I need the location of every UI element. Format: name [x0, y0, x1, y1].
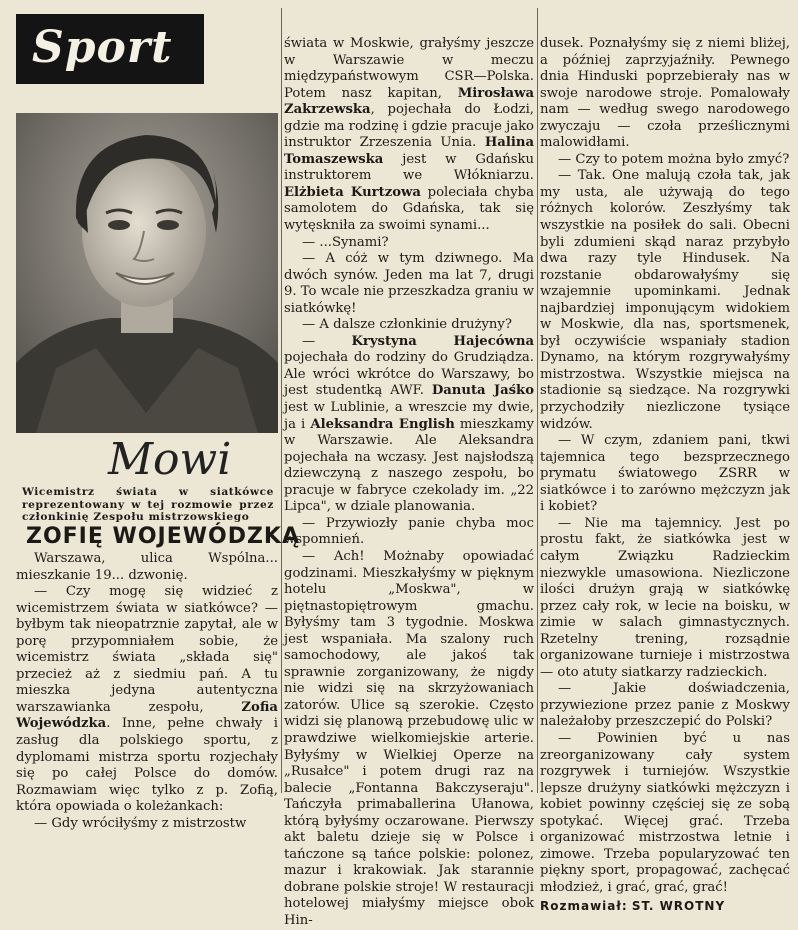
- logo-text: Sport: [32, 22, 173, 73]
- mowi-heading: Mowi: [108, 434, 232, 485]
- column-2-body: [284, 36, 534, 930]
- paragraph: — Czy to potem można było zmyć?: [558, 151, 790, 167]
- paragraph: dusek. Poznałyśmy się z niemi bliżej, a później zaprzyjaźniły. Pewnego dnia Hinduski poprzebierały nas w swoje narodowe stroje. Pomalowały nam — według swego narodowego zwyczaju — czoła prześlicznymi malowidłami.: [540, 36, 790, 151]
- lede-text: Wicemistrz świata w siatkówce reprezentowany w tej rozmowie przez członkinię Zespołu mistrzowskiego: [22, 486, 274, 523]
- paragraph: — W czym, zdaniem pani, tkwi tajemnica tego bezsprzecznego prymatu światowego ZSRR w siatkówce i to zarówno mężczyzn jak i kobiet?: [540, 433, 790, 515]
- name-highlight: Aleksandra English: [310, 416, 455, 432]
- paragraph: — Powinien być u nas zreorganizowany cały system rozgrywek i turniejów. Wszystkie lepsze drużyny siatkówki mężczyzn i kobiet powinny częściej się ze sobą spotykać. Więcej grać. Trzeba organizować mistrzostwa letnie i zimowe. Trzeba popularyzować ten piękny sport, propagować, zachęcać młodzież, i grać, grać, grać!: [540, 730, 790, 895]
- name-highlight: Zofia Wojewódzka: [16, 699, 278, 732]
- paragraph: — A cóż w tym dziwnego. Ma dwóch synów. Jeden ma lat 7, drugi 9. To wcale nie przeszkadza graniu w siatkówkę!: [284, 251, 534, 316]
- byline-label: Rozmawiał:: [540, 899, 628, 914]
- paragraph: — Krystyna Hajecówna pojechała do rodziny do Grudziądza. Ale wróci wkrótce do Warszawy, bo jest studentką AWF. Danuta Jaśko jest w Lublinie, a wreszcie my dwie, ja i Aleksandra English mieszkamy w Warszawie. Ale Aleksandra pojechała na wczasy. Jest najsłodszą dziewczyną z naszego zespołu, bo pracuje w fabryce czekolady im. „22 Lipca", w dziale planowania.: [284, 333, 534, 515]
- paragraph: — Ach! Możnaby opowiadać godzinami. Mieszkałyśmy w pięknym hotelu „Moskwa", w piętnastopiętrowym gmachu. Byłyśmy tam 3 tygodnie. Moskwa jest wspaniała. Ma szalony ruch samochodowy, ale jakoś tak sprawnie zorganizowany, że nigdy nie widzi się na skrzyżowaniach zatorów. Ulice są szerokie. Często widzi się planową przebudowę ulic w prawdziwe wielkomiejskie arterie. Byłyśmy w Wielkiej Operze na „Rusałce" i potem drugi raz na balecie „Fontanna Bakczyseraju". Tańczyła primaballerina Ułanowa, którą byłyśmy oczarowane. Pierwszy akt baletu dzieje się w Polsce i tańczone są tańce polskie: polonez, mazur i krakowiak. Jak starannie dobrane polskie stroje! W restauracji hotelowej miałyśmy miejsce obok Hin-: [284, 548, 534, 928]
- name-highlight: Krystyna Hajecówna: [351, 333, 534, 349]
- paragraph: — Jakie doświadczenia, przywiezione przez panie z Moskwy należałoby przeszczepić do Polski?: [540, 681, 790, 730]
- article-headline: ZOFIĘ WOJEWÓDZKĄ: [26, 524, 300, 549]
- name-highlight: Halina Tomaszewska: [284, 135, 534, 167]
- column-1-body: [16, 551, 278, 832]
- portrait-photo: [16, 113, 278, 433]
- paragraph: — A dalsze członkinie drużyny?: [302, 317, 512, 333]
- column-rule: [537, 8, 538, 793]
- paragraph: świata w Moskwie, grałyśmy jeszcze w Warszawie w meczu międzypaństwowym CSR—Polska. Potem nasz kapitan, Mirosława Zakrzewska, pojechała do Łodzi, gdzie ma rodzinę i gdzie pracuje jako instruktor Zrzeszenia Unia. Halina Tomaszewska jest w Gdańsku instruktorem we Włókniarzu. Elżbieta Kurtzowa poleciała chyba samolotem do Gdańska, tak się wytęskniła za swoimi synami...: [284, 36, 534, 234]
- paragraph: — Tak. One malują czoła tak, jak my usta, ale używają do tego różnych kolorów. Zeszłyśmy tak wszystkie na posiłek do sali. Obecni byli zdumieni skąd naraz przybyło dwa razy tyle Hindusek. Na rozstanie obdarowałyśmy się wzajemnie upominkami. Jednak najbardziej imponującym widokiem w Moskwie, dla nas, sportsmenek, był oczywiście wspaniały stadion Dynamo, na którym rozgrywałyśmy mistrzostwa. Wszystkie miejsca na stadionie są siedzące. Na rozgrywki przychodziły niezliczone tysiące widzów.: [540, 168, 790, 432]
- paragraph: — ...Synami?: [302, 234, 389, 250]
- sport-logo: [16, 14, 204, 84]
- name-highlight: Mirosława Zakrzewska: [284, 85, 534, 118]
- paragraph: — Czy mogę się widzieć z wicemistrzem świata w siatkówce? — byłbym tak nieopatrznie zapytał, ale w porę przypomniałem sobie, że wicemistrz świata „składa się" przecież aż z siedmiu pań. A tu mieszka jedyna autentyczna warszawianka zespołu, Zofia Wojewódzka. Inne, pełne chwały i zasług dla polskiego sportu, z dyplomami mistrza sportu rozjechały się po całej Polsce do domów. Rozmawiam więc tylko z p. Zofią, która opowiada o koleżankach:: [16, 584, 278, 815]
- portrait-illustration: [16, 113, 278, 433]
- column-3-body: [540, 36, 790, 916]
- column-rule: [281, 8, 282, 793]
- byline-name: ST. WROTNY: [631, 899, 726, 914]
- paragraph: — Nie ma tajemnicy. Jest po prostu fakt, że siatkówka jest w całym Związku Radzieckim niezwykle umasowiona. Niezliczone ilości drużyn grają w siatkówkę przez cały rok, w lecie na boisku, w zimie w salach gimnastycznych. Rzetelny trening, rozsądnie organizowane turnieje i mistrzostwa — oto atuty siatkarzy radzieckich.: [540, 515, 790, 680]
- byline: [540, 898, 790, 916]
- paragraph: — Przywiozły panie chyba moc wspomnień.: [284, 515, 534, 548]
- name-highlight: Danuta Jaśko: [431, 383, 534, 399]
- paragraph: Warszawa, ulica Wspólna... mieszkanie 19... dzwonię.: [16, 551, 278, 583]
- name-highlight: Elżbieta Kurtzowa: [284, 184, 421, 200]
- paragraph: — Gdy wróciłyśmy z mistrzostw: [34, 815, 247, 831]
